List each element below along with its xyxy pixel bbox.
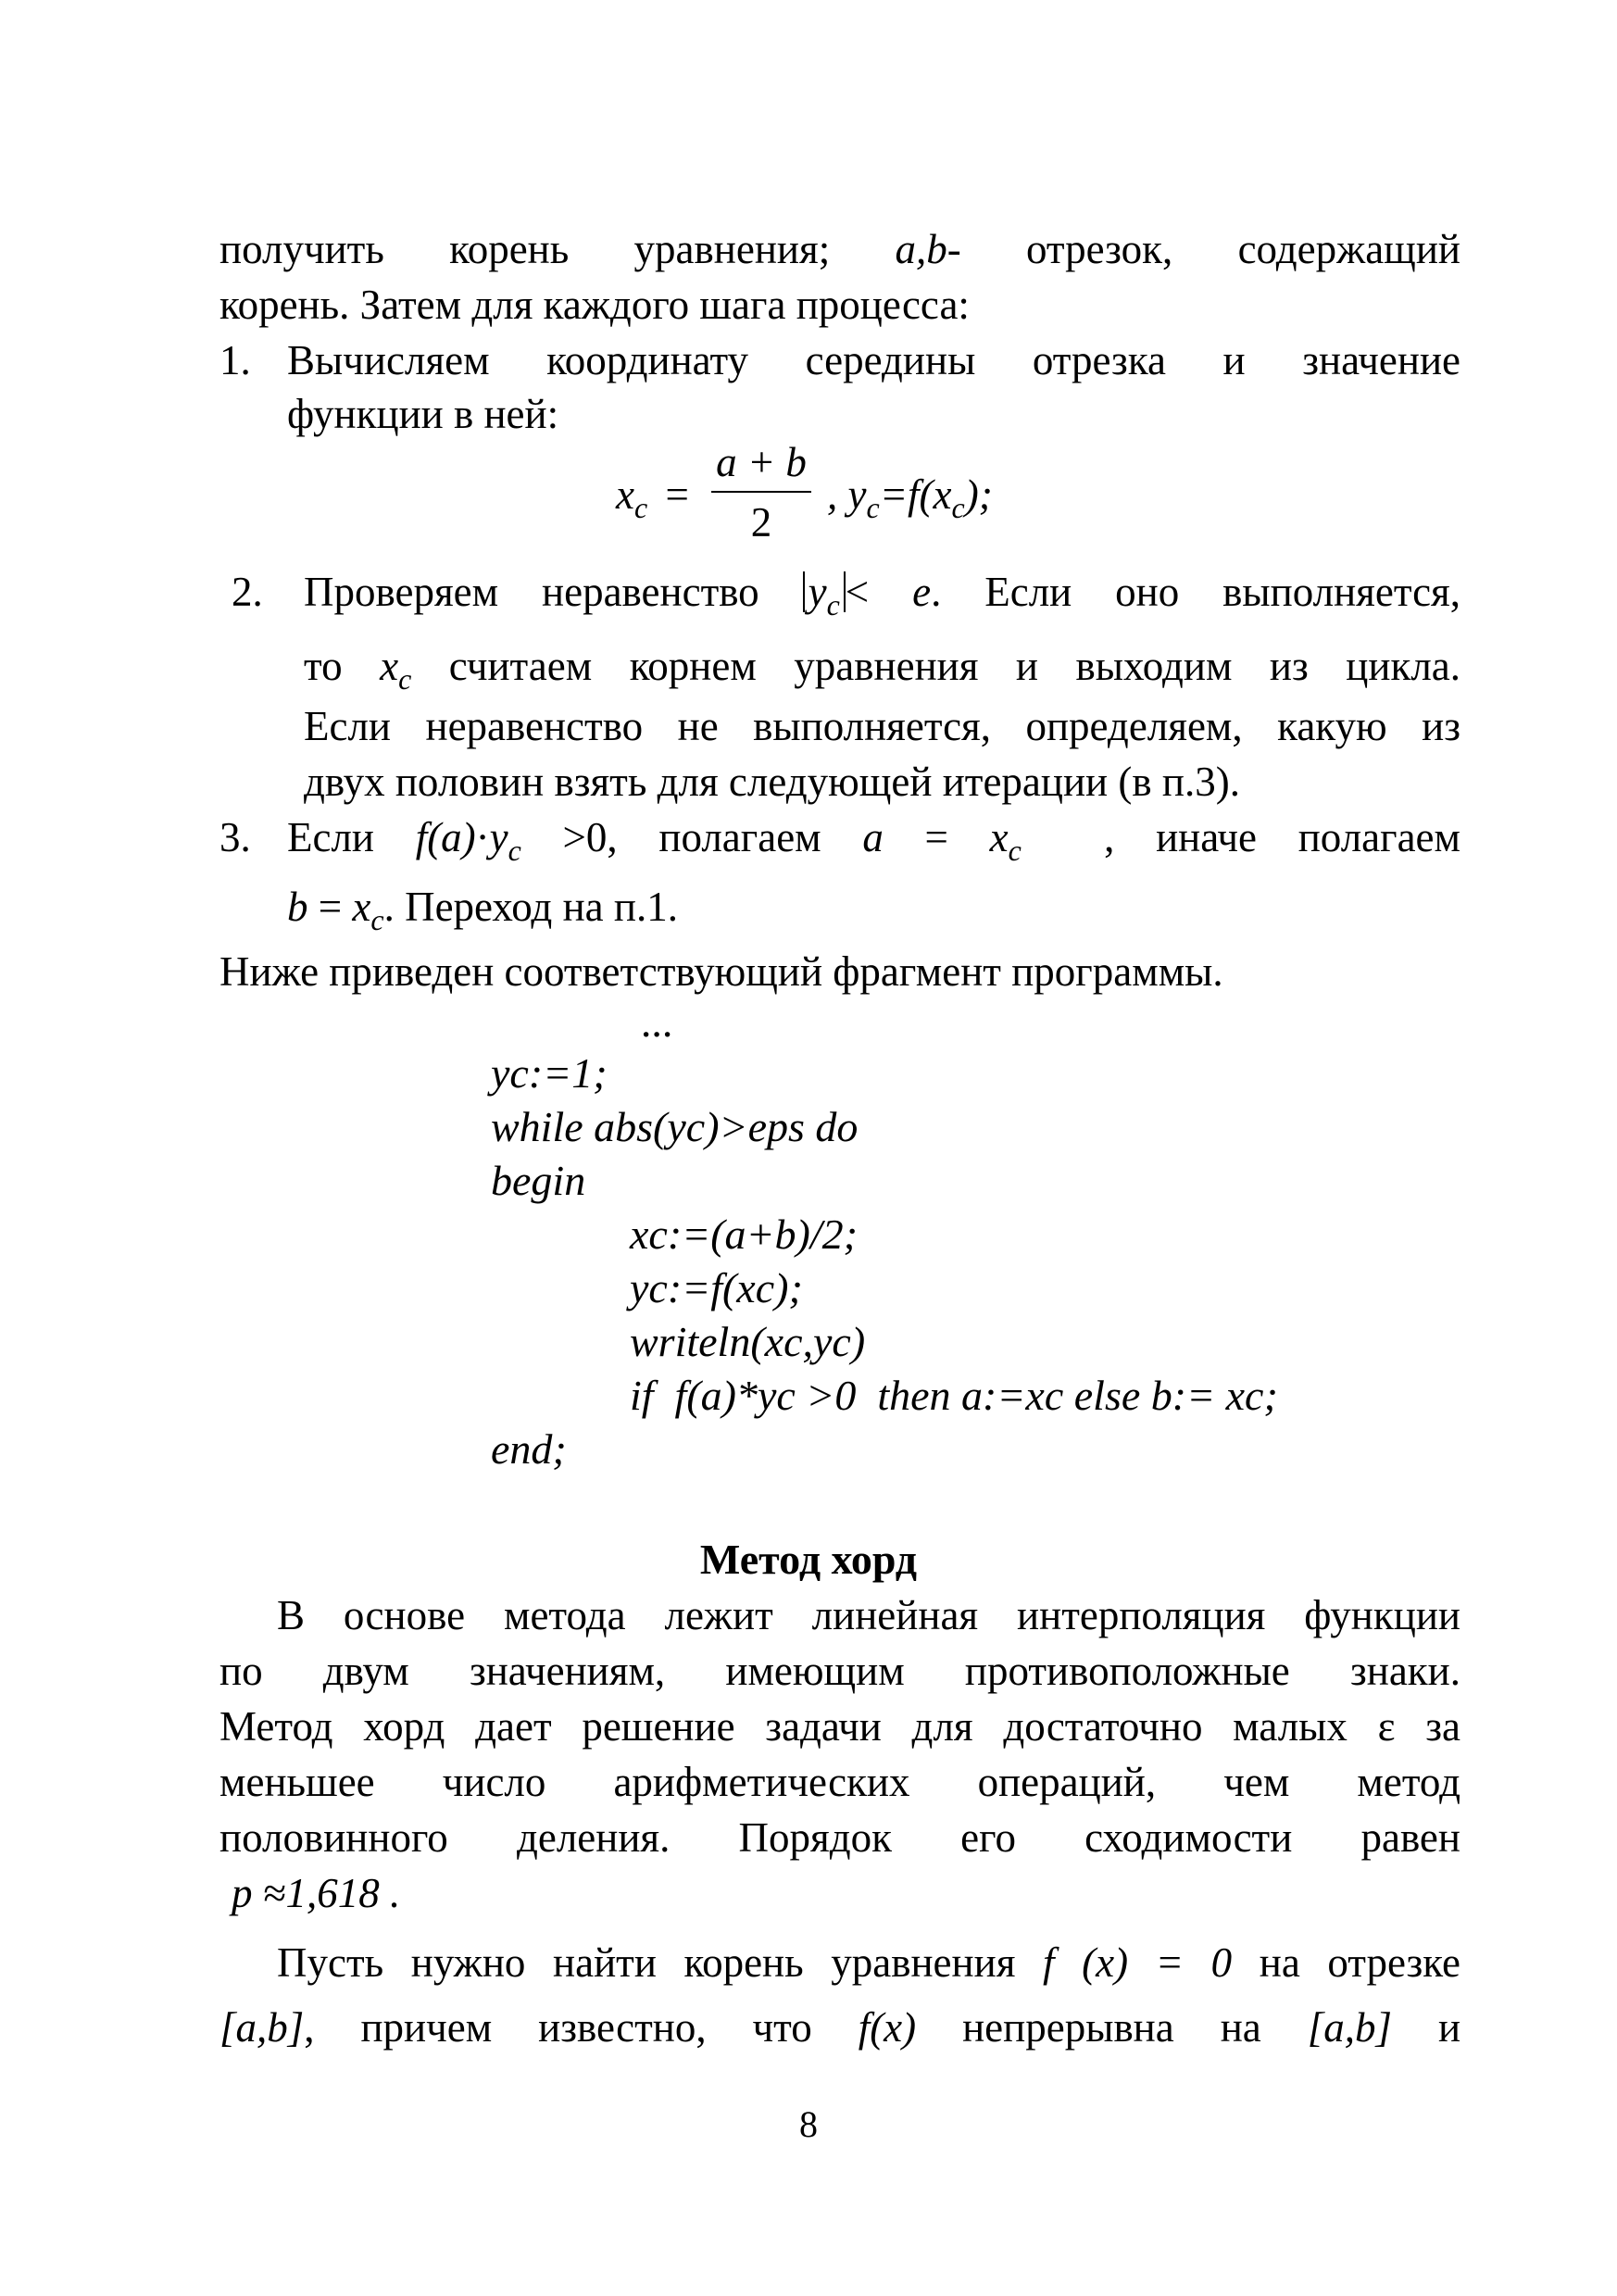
intro-text: получить корень уравнения; bbox=[219, 226, 831, 272]
code-line-2: while abs(yc)>eps do bbox=[491, 1103, 859, 1150]
intro-text: отрезок, содержащий bbox=[1026, 226, 1460, 272]
var-xc: $x_c$ bbox=[380, 643, 412, 696]
code-line-3: begin bbox=[491, 1157, 586, 1204]
fraction-bar bbox=[711, 491, 811, 493]
code-line-4: xc:=(a+b)/2; bbox=[630, 1211, 858, 1258]
step-1-line-1: Вычисляем координату середины отрезка и значение bbox=[287, 337, 1460, 383]
abs-yc: $y_c < e$. bbox=[803, 569, 942, 615]
paragraph-1-line-5: половинного деления. Порядок его сходимости равен bbox=[219, 1814, 1460, 1861]
formula-rhs: , $y_c=f(x_c)$; bbox=[827, 471, 993, 524]
step-3-line-2: $b = x_c$. Переход на п.1. bbox=[287, 884, 678, 936]
paragraph-2-line-1: Пусть нужно найти корень уравнения f (x) = 0 на отрезке bbox=[277, 1939, 1461, 1986]
condition: $f(a)\cdot y_c >0$, bbox=[415, 814, 618, 867]
paragraph-1-line-4: меньшее число арифметических операций, чем метод bbox=[219, 1759, 1460, 1805]
formula-lhs: $x_c$ = bbox=[616, 471, 689, 524]
step-2-line-3: Если неравенство не выполняется, определяем, какую из bbox=[304, 703, 1460, 749]
step-2-line-1: Проверяем неравенство $y_c < e$. Если оно выполняется, bbox=[304, 569, 1460, 621]
intro-line-1 bbox=[219, 222, 1460, 276]
step-1-number: 1. bbox=[219, 337, 251, 383]
program-intro: Ниже приведен соответствующий фрагмент программы. bbox=[219, 948, 1223, 995]
step-2-line-2: то $x_c$ считаем корнем уравнения и выходим из цикла. bbox=[304, 643, 1460, 696]
code-line-1: yc:=1; bbox=[491, 1049, 608, 1097]
step-3-number: 3. bbox=[219, 814, 251, 860]
code-line-5: yc:=f(xc); bbox=[630, 1264, 803, 1311]
step-2-number: 2. bbox=[232, 569, 263, 615]
convergence-order: p ≈1,618 . bbox=[232, 1870, 401, 1916]
step-3-line-1: Если $f(a)\cdot y_c >0$, полагаем $a = x_c$ , иначе полагаем bbox=[287, 814, 1461, 867]
intro-vars: a,b- bbox=[895, 226, 961, 272]
code-line-8: end; bbox=[491, 1425, 567, 1473]
step-2-line-4: двух половин взять для следующей итерации (в п.3). bbox=[304, 759, 1240, 805]
paragraph-1-line-1: В основе метода лежит линейная интерполяция функции bbox=[277, 1592, 1460, 1638]
paragraph-1-line-2: по двум значениям, имеющим противоположные знаки. bbox=[219, 1648, 1460, 1694]
assign-a: $a = x_c$ , bbox=[862, 814, 1115, 867]
step-1-line-2: функции в ней: bbox=[287, 391, 559, 437]
code-line-6: writeln(xc,yc) bbox=[630, 1318, 866, 1365]
code-ellipsis: ... bbox=[642, 998, 674, 1046]
code-line-7: if f(a)*yc >0 then a:=xc else b:= xc; bbox=[630, 1372, 1278, 1419]
formula-denominator: 2 bbox=[750, 499, 772, 546]
page-number: 8 bbox=[799, 2103, 818, 2145]
formula-numerator: a + b bbox=[716, 439, 807, 485]
section-title: Метод хорд bbox=[699, 1536, 918, 1583]
paragraph-1-line-3: Метод хорд дает решение задачи для достаточно малых ε за bbox=[219, 1703, 1460, 1750]
paragraph-2-line-2: [a,b], причем известно, что f(x) непрерывна на [a,b] и bbox=[219, 2004, 1461, 2051]
intro-line-2: корень. Затем для каждого шага процесса: bbox=[219, 282, 970, 328]
